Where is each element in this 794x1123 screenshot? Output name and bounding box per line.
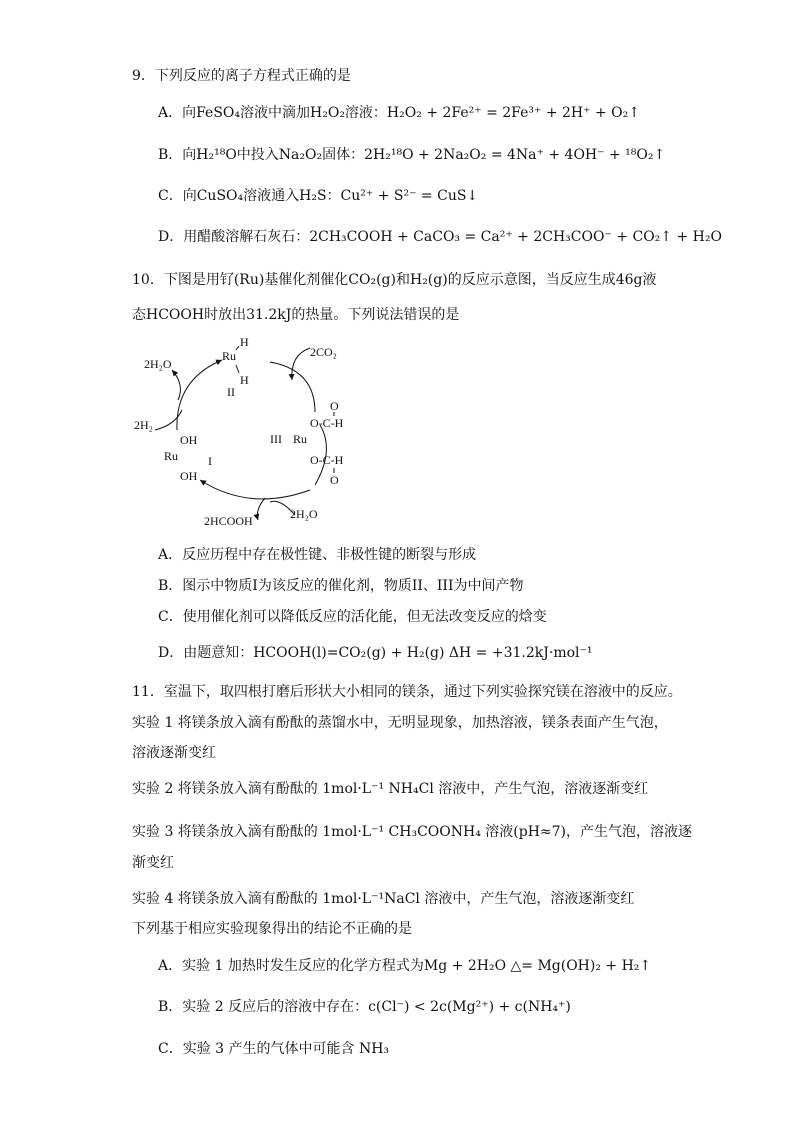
h2o-bottom-label: 2H₂O xyxy=(290,507,318,521)
q11-exp4: 实验 4 将镁条放入滴有酚酞的 1mol·L⁻¹NaCl 溶液中，产生气泡，溶液逐渐变红 xyxy=(132,891,635,907)
q10-option-c: C．使用催化剂可以降低反应的活化能，但无法改变反应的焓变 xyxy=(158,609,547,625)
label-i: I xyxy=(208,454,212,468)
q11-exp3-line2: 渐变红 xyxy=(132,855,174,871)
q10-option-d: D．由题意知：HCOOH(l)=CO₂(g) + H₂(g) ΔH = +31.2kJ·mol⁻¹ xyxy=(158,645,593,661)
q9-option-c: C．向CuSO₄溶液通入H₂S：Cu²⁺ + S²⁻ = CuS↓ xyxy=(158,188,479,204)
o-c-h-top: O-C-H xyxy=(310,416,344,430)
label-iii: III xyxy=(270,432,282,446)
co2-top-label: 2CO₂ xyxy=(310,345,337,359)
h2o-top-label: 2H₂O xyxy=(144,357,172,371)
o-bottom-carbonyl: O xyxy=(330,473,339,487)
q10-option-a: A．反应历程中存在极性键、非极性键的断裂与形成 xyxy=(158,547,477,563)
cycle-arc-left xyxy=(177,360,222,430)
o-c-h-bottom: O-C-H xyxy=(310,453,344,467)
h2o-output-arrow xyxy=(172,370,180,400)
ru-right: Ru xyxy=(293,432,308,446)
label-ii: II xyxy=(227,385,235,399)
catalytic-cycle-diagram xyxy=(130,330,390,535)
h-top: H xyxy=(240,335,249,349)
h2-left-label: 2H₂ xyxy=(134,418,153,432)
q11-ask: 下列基于相应实验现象得出的结论不正确的是 xyxy=(132,921,412,937)
q9-option-a: A．向FeSO₄溶液中滴加H₂O₂溶液：H₂O₂ + 2Fe²⁺ = 2Fe³⁺ + 2H⁺ + O₂↑ xyxy=(158,105,640,121)
o-top-carbonyl: O xyxy=(330,399,339,413)
hcooh-label: 2HCOOH xyxy=(204,514,253,528)
h-bottom: H xyxy=(240,373,249,387)
ru-left: Ru xyxy=(164,449,179,463)
q11-option-b: B．实验 2 反应后的溶液中存在：c(Cl⁻) < 2c(Mg²⁺) + c(NH₄⁺) xyxy=(158,999,571,1015)
q11-exp2: 实验 2 将镁条放入滴有酚酞的 1mol·L⁻¹ NH₄Cl 溶液中，产生气泡，溶液逐渐变红 xyxy=(132,781,649,797)
q10-stem-line1: 10．下图是用钌(Ru)基催化剂催化CO₂(g)和H₂(g)的反应示意图，当反应生成46g液 xyxy=(132,272,657,288)
oh-top: OH xyxy=(180,433,198,447)
hcooh-output-arrow xyxy=(257,498,265,520)
q11-exp1-line2: 溶液逐渐变红 xyxy=(132,745,216,761)
q11-exp1-line1: 实验 1 将镁条放入滴有酚酞的蒸馏水中，无明显现象，加热溶液，镁条表面产生气泡， xyxy=(132,715,668,731)
ru-top: Ru xyxy=(222,349,237,363)
q11-stem: 11．室温下，取四根打磨后形状大小相同的镁条，通过下列实验探究镁在溶液中的反应。 xyxy=(132,684,682,700)
q11-option-c: C．实验 3 产生的气体中可能含 NH₃ xyxy=(158,1041,390,1057)
q11-option-a: A．实验 1 加热时发生反应的化学方程式为Mg + 2H₂O △= Mg(OH)₂ + H₂↑ xyxy=(158,958,652,974)
q11-exp3-line1: 实验 3 将镁条放入滴有酚酞的 1mol·L⁻¹ CH₃COONH₄ 溶液(pH≈7)，产生气泡，溶液逐 xyxy=(132,824,692,840)
q10-option-b: B．图示中物质I为该反应的催化剂，物质II、III为中间产物 xyxy=(158,578,524,594)
cycle-arc-bottom xyxy=(200,480,310,499)
q9-option-b: B．向H₂¹⁸O中投入Na₂O₂固体：2H₂¹⁸O + 2Na₂O₂ = 4Na⁺ + 4OH⁻ + ¹⁸O₂↑ xyxy=(158,147,666,163)
oh-bottom: OH xyxy=(180,469,198,483)
q9-stem: 9．下列反应的离子方程式正确的是 xyxy=(132,68,351,84)
q9-option-d: D．用醋酸溶解石灰石：2CH₃COOH + CaCO₃ = Ca²⁺ + 2CH₃COO⁻ + CO₂↑ + H₂O xyxy=(158,229,722,245)
q10-stem-line2: 态HCOOH时放出31.2kJ的热量。下列说法错误的是 xyxy=(132,307,460,323)
